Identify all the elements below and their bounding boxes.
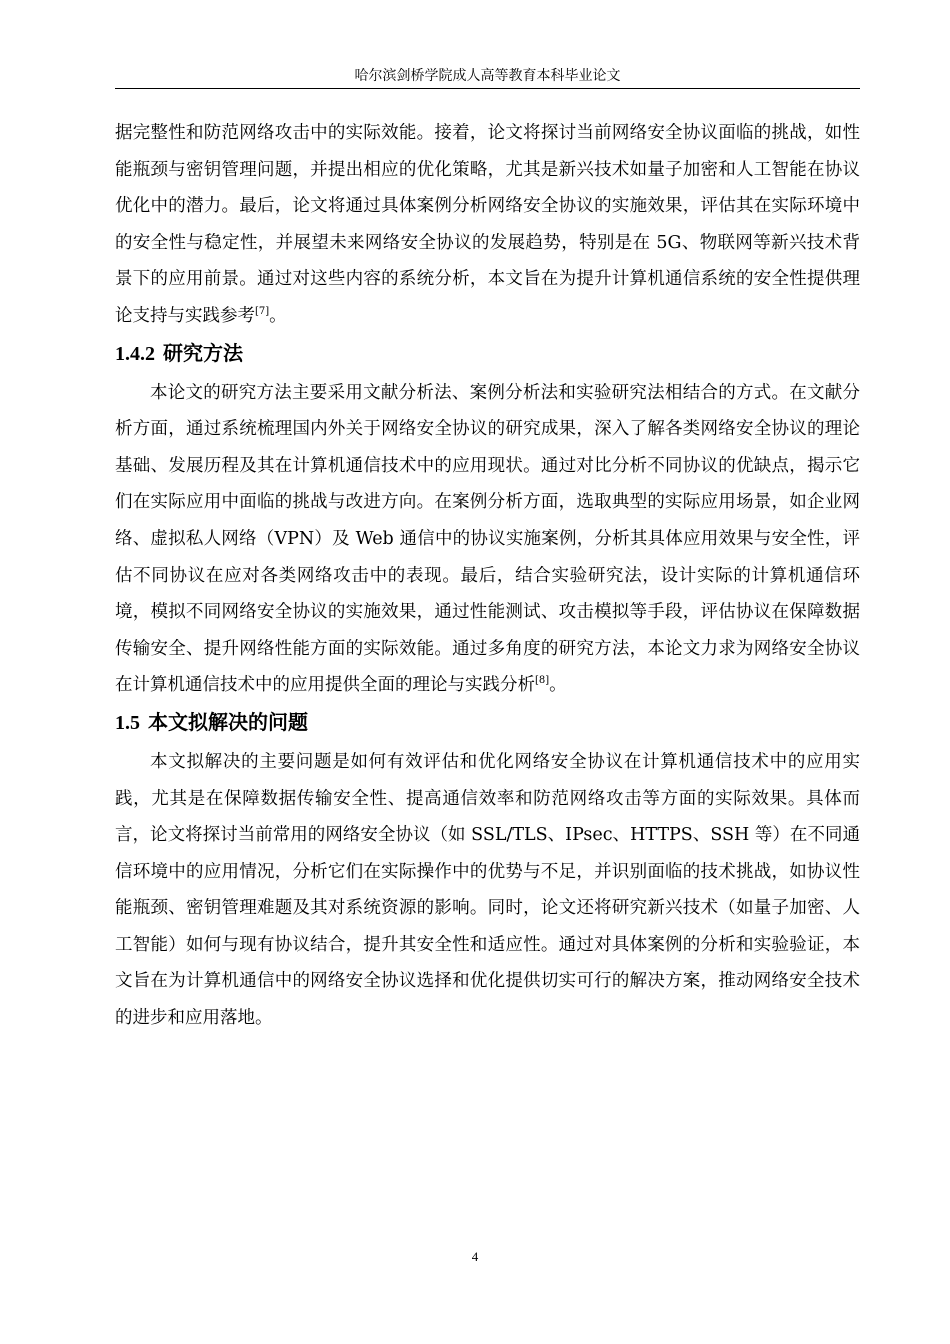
problems-text: 本文拟解决的主要问题是如何有效评估和优化网络安全协议在计算机通信技术中的应用实践，尤其是在保障数据传输安全性、提高通信效率和防范网络攻击等方面的实际效果。具体而言，论文将探讨当前常用的网络安全协议（如 SSL/TLS、IPsec、HTTPS、SSH 等）在不同通信环境中的应用情况，分析它们在实际操作中的优势与不足，并识别面临的技术挑战，如协议性能瓶颈、密钥管理难题及其对系统资源的影响。同时，论文还将研究新兴技术（如量子加密、人工智能）如何与现有协议结合，提升其安全性和适应性。通过对具体案例的分析和实验验证，本文旨在为计算机通信中的网络安全协议选择和优化提供切实可行的解决方案，推动网络安全技术的进步和应用落地。 [115,751,860,1029]
section-number: 1.5 [115,711,140,734]
section-heading-problems [115,704,860,744]
methods-paragraph [115,375,860,704]
intro-continuation-paragraph [115,115,860,335]
intro-continuation-end: 。 [269,305,287,326]
methods-text: 本论文的研究方法主要采用文献分析法、案例分析法和实验研究法相结合的方式。在文献分析方面，通过系统梳理国内外关于网络安全协议的研究成果，深入了解各类网络安全协议的理论基础、发展历程及其在计算机通信技术中的应用现状。通过对比分析不同协议的优缺点，揭示它们在实际应用中面临的挑战与改进方向。在案例分析方面，选取典型的实际应用场景，如企业网络、虚拟私人网络（VPN）及 Web 通信中的协议实施案例，分析其具体应用效果与安全性，评估不同协议在应对各类网络攻击中的表现。最后，结合实验研究法，设计实际的计算机通信环境，模拟不同网络安全协议的实施效果，通过性能测试、攻击模拟等手段，评估协议在保障数据传输安全、提升网络性能方面的实际效能。通过多角度的研究方法，本论文力求为网络安全协议在计算机通信技术中的应用提供全面的理论与实践分析 [115,382,860,696]
running-header-title: 哈尔滨剑桥学院成人高等教育本科毕业论文 [354,68,621,84]
page-body [115,115,860,1037]
section-title: 本文拟解决的问题 [148,709,308,734]
methods-end: 。 [549,675,567,696]
intro-continuation-text: 据完整性和防范网络攻击中的实际效能。接着，论文将探讨当前网络安全协议面临的挑战，如性能瓶颈与密钥管理问题，并提出相应的优化策略，尤其是新兴技术如量子加密和人工智能在协议优化中的潜力。最后，论文将通过具体案例分析网络安全协议的实施效果，评估其在实际环境中的安全性与稳定性，并展望未来网络安全协议的发展趋势，特别是在 5G、物联网等新兴技术背景下的应用前景。通过对这些内容的系统分析，本文旨在为提升计算机通信系统的安全性提供理论支持与实践参考 [115,123,860,326]
running-header [115,66,860,89]
section-heading-methods [115,335,860,375]
citation-8[interactable]: [8] [535,675,550,687]
section-number: 1.4.2 [115,342,155,365]
citation-7[interactable]: [7] [255,305,270,317]
problems-paragraph [115,744,860,1037]
page-number: 4 [471,1249,479,1264]
section-title: 研究方法 [163,340,243,365]
